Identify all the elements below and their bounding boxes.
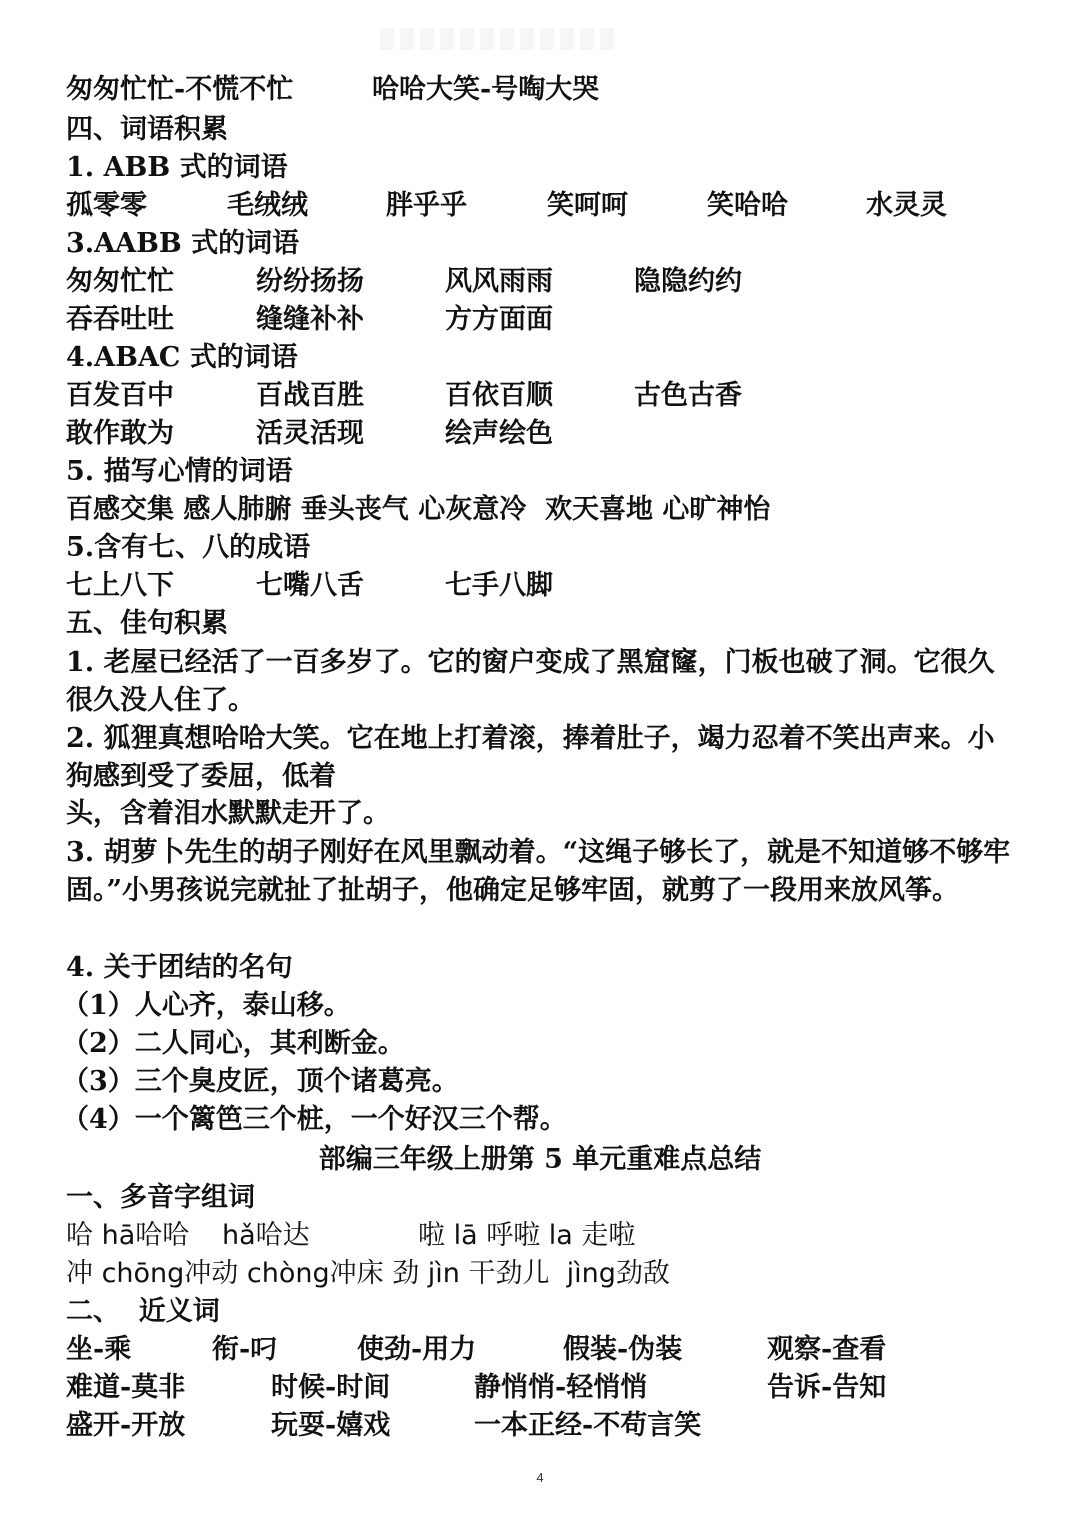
quote-item: （4）一个篱笆三个桩，一个好汉三个帮。 (62, 1104, 567, 1135)
synonym-pair: 坐-乘 (66, 1334, 132, 1365)
synonym-pair: 玩耍-嬉戏 (271, 1410, 391, 1441)
word: 百发百中 (66, 380, 174, 411)
word: 纷纷扬扬 (256, 266, 364, 297)
synonym-pair: 假装-伪装 (563, 1334, 683, 1365)
word: 吞吞吐吐 (66, 304, 174, 335)
synonym-pair: 告诉-告知 (767, 1372, 887, 1403)
word: 七嘴八舌 (256, 570, 364, 601)
sentence-paragraph: 2. 狐狸真想哈哈大笑。它在地上打着滚，捧着肚子，竭力忍着不笑出声来。小狗感到受了委屈，低着 (66, 723, 995, 792)
section-heading: 四、词语积累 (66, 114, 228, 145)
page-number: 4 (536, 1470, 544, 1485)
sentence-paragraph: 1. 老屋已经活了一百多岁了。它的窗户变成了黑窟窿，门板也破了洞。它很久很久没人住了。 (66, 647, 995, 716)
word: 胖乎乎 (386, 190, 467, 221)
subsection-heading: 4.ABAC 式的词语 (66, 342, 298, 373)
antonym-pair: 匆匆忙忙-不慌不忙 (66, 74, 294, 105)
subsection-heading: 5.含有七、八的成语 (66, 532, 311, 563)
quote-item: （2）二人同心，其利断金。 (62, 1028, 405, 1059)
word: 笑呵呵 (547, 190, 628, 221)
synonym-pair: 观察-查看 (767, 1334, 887, 1365)
section-heading: 二、 近义词 (66, 1296, 220, 1327)
word: 七手八脚 (445, 570, 553, 601)
word-row: 百感交集 感人肺腑 垂头丧气 心灰意冷 欢天喜地 心旷神怡 (66, 494, 771, 525)
word: 隐隐约约 (634, 266, 742, 297)
synonym-pair: 衔-叼 (212, 1334, 278, 1365)
word: 方方面面 (445, 304, 553, 335)
word: 匆匆忙忙 (66, 266, 174, 297)
watermark (380, 28, 620, 50)
section-heading: 一、多音字组词 (66, 1182, 255, 1213)
word: 毛绒绒 (227, 190, 308, 221)
section-heading: 五、佳句积累 (66, 608, 228, 639)
subsection-heading: 3.AABB 式的词语 (66, 228, 300, 259)
word: 七上八下 (66, 570, 174, 601)
unit-title: 部编三年级上册第 5 单元重难点总结 (318, 1144, 762, 1175)
word: 古色古香 (634, 380, 742, 411)
word: 百战百胜 (256, 380, 364, 411)
synonym-pair: 难道-莫非 (66, 1372, 186, 1403)
sentence-continuation: 头，含着泪水默默走开了。 (66, 798, 390, 829)
word: 活灵活现 (256, 418, 364, 449)
word: 笑哈哈 (707, 190, 788, 221)
word: 缝缝补补 (256, 304, 364, 335)
word: 绘声绘色 (445, 418, 553, 449)
synonym-pair: 静悄悄-轻悄悄 (474, 1372, 648, 1403)
subsection-heading: 1. ABB 式的词语 (66, 152, 288, 183)
sentence-paragraph: 3. 胡萝卜先生的胡子刚好在风里飘动着。“这绳子够长了，就是不知道够不够牢固。”小男孩说完就扯了扯胡子，他确定足够牢固，就剪了一段用来放风筝。 (66, 837, 1011, 906)
synonym-pair: 一本正经-不苟言笑 (474, 1410, 702, 1441)
quote-item: （3）三个臭皮匠，顶个诸葛亮。 (62, 1066, 459, 1097)
polyphone-entry: 哈 hā哈哈 (66, 1220, 190, 1251)
subsection-heading: 4. 关于团结的名句 (66, 952, 293, 983)
subsection-heading: 5. 描写心情的词语 (66, 456, 293, 487)
quote-item: （1）人心齐，泰山移。 (62, 990, 351, 1021)
polyphone-entry: 啦 lā 呼啦 la 走啦 (418, 1220, 636, 1251)
word: 敢作敢为 (66, 418, 174, 449)
antonym-pair: 哈哈大笑-号啕大哭 (372, 74, 600, 105)
word: 百依百顺 (445, 380, 553, 411)
synonym-pair: 盛开-开放 (66, 1410, 186, 1441)
word: 孤零零 (66, 190, 147, 221)
polyphone-row: 冲 chōng冲动 chòng冲床 劲 jìn 干劲儿 jìng劲敌 (66, 1258, 670, 1289)
synonym-pair: 时候-时间 (271, 1372, 391, 1403)
synonym-pair: 使劲-用力 (357, 1334, 477, 1365)
word: 风风雨雨 (445, 266, 553, 297)
word: 水灵灵 (866, 190, 947, 221)
polyphone-entry: hǎ哈达 (222, 1220, 310, 1251)
